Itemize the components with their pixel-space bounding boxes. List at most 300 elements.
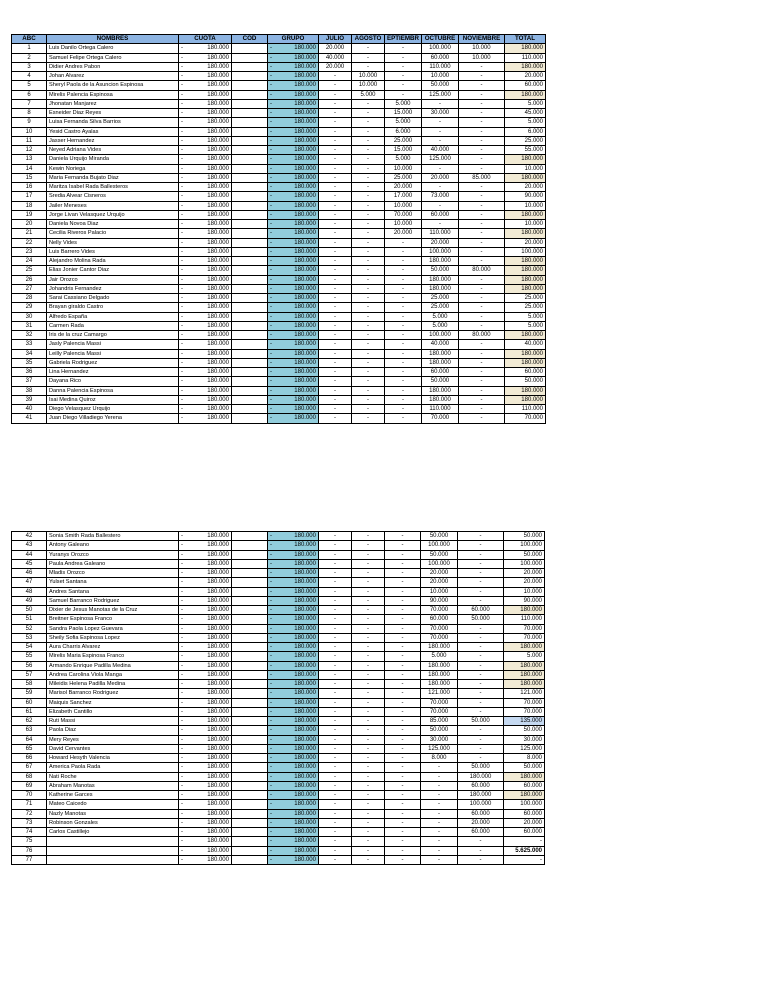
cell-julio[interactable]: - (319, 550, 352, 559)
cell-abc[interactable]: 5 (12, 81, 47, 90)
cell-total[interactable]: 180.000 (504, 606, 545, 615)
cell-noviembre[interactable]: - (458, 550, 504, 559)
cell-octubre[interactable]: 100.000 (421, 247, 458, 256)
cell-abc[interactable]: 45 (12, 559, 47, 568)
cell-cod[interactable] (232, 569, 268, 578)
cell-cuota[interactable] (179, 624, 232, 633)
cell-cuota[interactable] (179, 321, 232, 330)
cell-abc[interactable]: 28 (12, 294, 47, 303)
cell-septiembre[interactable]: - (385, 284, 422, 293)
cell-grupo[interactable] (268, 818, 319, 827)
cell-cuota[interactable] (179, 99, 232, 108)
cell-cuota[interactable] (179, 62, 232, 71)
cell-septiembre[interactable]: - (385, 846, 421, 855)
cell-total[interactable]: 20.000 (504, 818, 545, 827)
cell-agosto[interactable]: - (352, 414, 385, 423)
cell-agosto[interactable]: - (352, 284, 385, 293)
cell-total[interactable]: 180.000 (504, 331, 545, 340)
cell-septiembre[interactable]: - (385, 90, 422, 99)
cell-noviembre[interactable]: 50.000 (458, 763, 504, 772)
cell-cuota[interactable] (179, 386, 232, 395)
cell-abc[interactable]: 51 (12, 615, 47, 624)
cell-total[interactable]: 10.000 (504, 201, 545, 210)
cell-septiembre[interactable]: - (385, 652, 421, 661)
cell-agosto[interactable]: 10.000 (352, 72, 385, 81)
cell-total[interactable]: 180.000 (504, 90, 545, 99)
cell-septiembre[interactable]: 6.000 (385, 127, 422, 136)
cell-noviembre[interactable]: - (458, 587, 504, 596)
cell-noviembre[interactable]: - (458, 127, 504, 136)
cell-grupo[interactable] (268, 855, 319, 864)
cell-total[interactable]: 180.000 (504, 257, 545, 266)
cell-nombre[interactable]: Sheily Sofia Espinosa Lopez (47, 633, 179, 642)
cell-septiembre[interactable]: - (385, 791, 421, 800)
cell-octubre[interactable]: 100.000 (421, 541, 458, 550)
cell-julio[interactable]: - (319, 358, 352, 367)
cell-noviembre[interactable]: - (458, 569, 504, 578)
cell-nombre[interactable]: Dixier de Jesus Manotas de la Cruz (47, 606, 179, 615)
cell-julio[interactable]: - (319, 763, 352, 772)
cell-octubre[interactable]: - (421, 855, 458, 864)
cell-grupo[interactable] (268, 828, 319, 837)
cell-cod[interactable] (232, 726, 268, 735)
cell-cod[interactable] (232, 606, 268, 615)
header-total[interactable]: TOTAL (504, 35, 545, 44)
cell-septiembre[interactable]: - (385, 405, 422, 414)
cell-cuota[interactable] (179, 800, 232, 809)
cell-noviembre[interactable]: 50.000 (458, 615, 504, 624)
cell-julio[interactable]: - (319, 275, 352, 284)
cell-octubre[interactable]: 180.000 (421, 670, 458, 679)
cell-noviembre[interactable]: - (458, 670, 504, 679)
cell-total[interactable]: 25.000 (504, 136, 545, 145)
cell-cuota[interactable] (179, 717, 232, 726)
cell-julio[interactable]: - (319, 155, 352, 164)
cell-agosto[interactable]: - (352, 772, 385, 781)
cell-cod[interactable] (232, 229, 268, 238)
cell-grupo[interactable] (268, 238, 319, 247)
cell-total[interactable]: 5.625.000 (504, 846, 545, 855)
cell-nombre[interactable]: Armando Enrique Padilla Medina (47, 661, 179, 670)
cell-cod[interactable] (232, 146, 268, 155)
cell-total[interactable]: 180.000 (504, 395, 545, 404)
cell-abc[interactable]: 32 (12, 331, 47, 340)
cell-abc[interactable]: 16 (12, 183, 47, 192)
cell-cuota[interactable] (179, 405, 232, 414)
cell-cod[interactable] (232, 331, 268, 340)
cell-octubre[interactable]: - (421, 781, 458, 790)
header-grupo[interactable]: GRUPO (268, 35, 319, 44)
cell-septiembre[interactable]: - (385, 377, 422, 386)
cell-total[interactable]: 121.000 (504, 689, 545, 698)
cell-nombre[interactable]: Elizabeth Cantillo (47, 707, 179, 716)
cell-grupo[interactable] (268, 587, 319, 596)
cell-noviembre[interactable]: - (458, 643, 504, 652)
cell-agosto[interactable]: - (352, 800, 385, 809)
cell-julio[interactable]: - (319, 220, 352, 229)
cell-cod[interactable] (232, 247, 268, 256)
cell-noviembre[interactable]: - (458, 532, 504, 541)
cell-grupo[interactable] (268, 578, 319, 587)
cell-septiembre[interactable]: 5.000 (385, 118, 422, 127)
cell-septiembre[interactable]: 15.000 (385, 109, 422, 118)
cell-nombre[interactable]: Nati Roche (47, 772, 179, 781)
cell-octubre[interactable]: 70.000 (421, 624, 458, 633)
cell-noviembre[interactable]: - (458, 183, 504, 192)
cell-octubre[interactable]: 60.000 (421, 210, 458, 219)
cell-cod[interactable] (232, 340, 268, 349)
cell-cuota[interactable] (179, 578, 232, 587)
cell-agosto[interactable]: - (352, 266, 385, 275)
cell-agosto[interactable]: - (352, 587, 385, 596)
cell-grupo[interactable] (268, 247, 319, 256)
cell-cod[interactable] (232, 587, 268, 596)
cell-cuota[interactable] (179, 331, 232, 340)
cell-agosto[interactable]: - (352, 754, 385, 763)
cell-octubre[interactable]: - (421, 183, 458, 192)
cell-cod[interactable] (232, 532, 268, 541)
cell-abc[interactable]: 64 (12, 735, 47, 744)
cell-total[interactable]: 20.000 (504, 569, 545, 578)
cell-cuota[interactable] (179, 754, 232, 763)
cell-nombre[interactable]: Mladis Orozco (47, 569, 179, 578)
cell-cuota[interactable] (179, 284, 232, 293)
cell-agosto[interactable]: - (352, 127, 385, 136)
cell-cod[interactable] (232, 127, 268, 136)
cell-cod[interactable] (232, 72, 268, 81)
cell-cod[interactable] (232, 99, 268, 108)
cell-nombre[interactable]: Sarai Cassiano Delgado (47, 294, 179, 303)
header-nombres[interactable]: NOMBRES (47, 35, 179, 44)
cell-grupo[interactable] (268, 809, 319, 818)
cell-abc[interactable]: 55 (12, 652, 47, 661)
cell-septiembre[interactable]: - (385, 624, 421, 633)
cell-grupo[interactable] (268, 257, 319, 266)
cell-noviembre[interactable]: - (458, 735, 504, 744)
cell-nombre[interactable]: America Paola Rada (47, 763, 179, 772)
cell-total[interactable]: 180.000 (504, 772, 545, 781)
cell-septiembre[interactable]: - (385, 238, 422, 247)
cell-septiembre[interactable]: 5.000 (385, 155, 422, 164)
cell-nombre[interactable]: Jasly Palencia Massi (47, 340, 179, 349)
cell-julio[interactable]: - (319, 210, 352, 219)
cell-julio[interactable]: - (319, 127, 352, 136)
cell-julio[interactable]: - (319, 791, 352, 800)
cell-septiembre[interactable]: 10.000 (385, 201, 422, 210)
cell-cod[interactable] (232, 358, 268, 367)
cell-octubre[interactable]: 50.000 (421, 550, 458, 559)
cell-cod[interactable] (232, 368, 268, 377)
cell-nombre[interactable]: Andres Santana (47, 587, 179, 596)
cell-abc[interactable]: 72 (12, 809, 47, 818)
cell-total[interactable]: 100.000 (504, 800, 545, 809)
cell-total[interactable]: 25.000 (504, 303, 545, 312)
cell-cuota[interactable] (179, 312, 232, 321)
cell-cod[interactable] (232, 173, 268, 182)
cell-septiembre[interactable]: - (385, 559, 421, 568)
cell-abc[interactable]: 4 (12, 72, 47, 81)
cell-total[interactable]: 180.000 (504, 229, 545, 238)
cell-nombre[interactable]: Yulset Santana (47, 578, 179, 587)
cell-grupo[interactable] (268, 541, 319, 550)
cell-grupo[interactable] (268, 532, 319, 541)
cell-grupo[interactable] (268, 81, 319, 90)
cell-cod[interactable] (232, 754, 268, 763)
cell-julio[interactable]: - (319, 828, 352, 837)
cell-octubre[interactable]: - (421, 828, 458, 837)
cell-cuota[interactable] (179, 615, 232, 624)
cell-agosto[interactable]: - (352, 791, 385, 800)
cell-grupo[interactable] (268, 266, 319, 275)
cell-total[interactable]: 5.000 (504, 99, 545, 108)
cell-cod[interactable] (232, 689, 268, 698)
cell-nombre[interactable]: Nelly Vides (47, 238, 179, 247)
cell-abc[interactable]: 77 (12, 855, 47, 864)
cell-agosto[interactable]: - (352, 615, 385, 624)
cell-nombre[interactable]: Danna Palencia Espinosa (47, 386, 179, 395)
cell-cuota[interactable] (179, 735, 232, 744)
cell-agosto[interactable]: - (352, 53, 385, 62)
cell-noviembre[interactable]: 20.000 (458, 818, 504, 827)
cell-nombre[interactable]: Didier Andres Pabon (47, 62, 179, 71)
cell-noviembre[interactable]: - (458, 72, 504, 81)
cell-noviembre[interactable]: - (458, 155, 504, 164)
cell-grupo[interactable] (268, 155, 319, 164)
cell-septiembre[interactable]: - (385, 689, 421, 698)
cell-noviembre[interactable]: - (458, 303, 504, 312)
cell-cod[interactable] (232, 541, 268, 550)
cell-agosto[interactable]: - (352, 846, 385, 855)
cell-total[interactable]: 8.000 (504, 754, 545, 763)
cell-abc[interactable]: 67 (12, 763, 47, 772)
cell-total[interactable]: 10.000 (504, 587, 545, 596)
cell-grupo[interactable] (268, 754, 319, 763)
header-julio[interactable]: JULIO (319, 35, 352, 44)
cell-julio[interactable]: - (319, 257, 352, 266)
cell-noviembre[interactable]: - (458, 90, 504, 99)
cell-julio[interactable]: - (319, 201, 352, 210)
cell-total[interactable]: 40.000 (504, 340, 545, 349)
cell-julio[interactable]: - (319, 192, 352, 201)
cell-cod[interactable] (232, 155, 268, 164)
cell-cod[interactable] (232, 596, 268, 605)
cell-agosto[interactable]: - (352, 405, 385, 414)
cell-septiembre[interactable]: - (385, 809, 421, 818)
cell-octubre[interactable]: - (421, 118, 458, 127)
cell-cuota[interactable] (179, 587, 232, 596)
cell-abc[interactable]: 24 (12, 257, 47, 266)
cell-nombre[interactable]: Jasser Hernandez (47, 136, 179, 145)
cell-noviembre[interactable]: - (458, 754, 504, 763)
cell-nombre[interactable]: Robinson Gonzales (47, 818, 179, 827)
cell-cuota[interactable] (179, 698, 232, 707)
cell-cod[interactable] (232, 192, 268, 201)
cell-septiembre[interactable]: 25.000 (385, 136, 422, 145)
cell-cod[interactable] (232, 818, 268, 827)
cell-cod[interactable] (232, 837, 268, 846)
cell-octubre[interactable]: - (421, 837, 458, 846)
cell-abc[interactable]: 75 (12, 837, 47, 846)
cell-cuota[interactable] (179, 744, 232, 753)
cell-septiembre[interactable]: - (385, 312, 422, 321)
cell-septiembre[interactable]: - (385, 340, 422, 349)
cell-septiembre[interactable]: - (385, 661, 421, 670)
cell-nombre[interactable]: Luis Danilo Ortega Calero (47, 44, 179, 53)
cell-grupo[interactable] (268, 53, 319, 62)
cell-noviembre[interactable]: - (458, 689, 504, 698)
cell-cuota[interactable] (179, 670, 232, 679)
cell-septiembre[interactable]: 10.000 (385, 220, 422, 229)
cell-abc[interactable]: 65 (12, 744, 47, 753)
cell-julio[interactable]: - (319, 340, 352, 349)
cell-agosto[interactable]: - (352, 155, 385, 164)
cell-agosto[interactable]: - (352, 689, 385, 698)
cell-cuota[interactable] (179, 155, 232, 164)
cell-julio[interactable]: - (319, 680, 352, 689)
cell-julio[interactable]: - (319, 321, 352, 330)
cell-cod[interactable] (232, 698, 268, 707)
cell-cuota[interactable] (179, 173, 232, 182)
cell-noviembre[interactable]: - (458, 284, 504, 293)
cell-cod[interactable] (232, 559, 268, 568)
cell-noviembre[interactable]: - (458, 652, 504, 661)
cell-total[interactable]: 50.000 (504, 726, 545, 735)
cell-julio[interactable]: - (319, 689, 352, 698)
cell-total[interactable]: 180.000 (504, 791, 545, 800)
cell-cod[interactable] (232, 118, 268, 127)
cell-nombre[interactable]: Jailer Meneses (47, 201, 179, 210)
header-septiembre[interactable]: EPTIEMBR (385, 35, 422, 44)
cell-octubre[interactable]: 125.000 (421, 90, 458, 99)
cell-abc[interactable]: 15 (12, 173, 47, 182)
cell-nombre[interactable]: Samuel Barranco Rodriguez (47, 596, 179, 605)
cell-julio[interactable]: - (319, 146, 352, 155)
cell-octubre[interactable]: 25.000 (421, 303, 458, 312)
cell-total[interactable]: 110.000 (504, 405, 545, 414)
cell-noviembre[interactable]: 80.000 (458, 331, 504, 340)
cell-agosto[interactable]: - (352, 368, 385, 377)
cell-abc[interactable]: 71 (12, 800, 47, 809)
cell-abc[interactable]: 8 (12, 109, 47, 118)
cell-octubre[interactable]: 5.000 (421, 312, 458, 321)
cell-cod[interactable] (232, 717, 268, 726)
cell-septiembre[interactable]: - (385, 726, 421, 735)
cell-septiembre[interactable]: - (385, 754, 421, 763)
cell-cuota[interactable] (179, 855, 232, 864)
cell-abc[interactable]: 26 (12, 275, 47, 284)
cell-nombre[interactable]: Paola Diaz (47, 726, 179, 735)
cell-abc[interactable]: 48 (12, 587, 47, 596)
cell-julio[interactable]: - (319, 164, 352, 173)
cell-noviembre[interactable]: - (458, 349, 504, 358)
cell-octubre[interactable]: - (421, 791, 458, 800)
cell-septiembre[interactable]: 10.000 (385, 164, 422, 173)
cell-julio[interactable]: - (319, 661, 352, 670)
cell-total[interactable]: 60.000 (504, 368, 545, 377)
cell-total[interactable]: 20.000 (504, 183, 545, 192)
cell-septiembre[interactable]: - (385, 368, 422, 377)
header-abc[interactable]: ABC (12, 35, 47, 44)
cell-nombre[interactable]: Mirelis Maria Espinosa Franco (47, 652, 179, 661)
cell-cuota[interactable] (179, 414, 232, 423)
cell-noviembre[interactable]: - (458, 247, 504, 256)
cell-septiembre[interactable]: - (385, 717, 421, 726)
cell-agosto[interactable]: - (352, 247, 385, 256)
cell-total[interactable]: 30.000 (504, 735, 545, 744)
cell-octubre[interactable]: 110.000 (421, 229, 458, 238)
cell-agosto[interactable]: - (352, 559, 385, 568)
cell-noviembre[interactable]: - (458, 680, 504, 689)
cell-agosto[interactable]: - (352, 855, 385, 864)
cell-nombre[interactable]: David Cervantes (47, 744, 179, 753)
cell-cuota[interactable] (179, 294, 232, 303)
cell-agosto[interactable]: - (352, 670, 385, 679)
cell-grupo[interactable] (268, 340, 319, 349)
cell-abc[interactable]: 25 (12, 266, 47, 275)
cell-julio[interactable]: - (319, 587, 352, 596)
cell-noviembre[interactable]: - (458, 275, 504, 284)
cell-cuota[interactable] (179, 689, 232, 698)
cell-nombre[interactable]: Sheryl Paola de la Asuncion Espinosa (47, 81, 179, 90)
cell-cuota[interactable] (179, 791, 232, 800)
cell-septiembre[interactable]: - (385, 44, 422, 53)
cell-julio[interactable]: - (319, 99, 352, 108)
cell-cod[interactable] (232, 624, 268, 633)
cell-agosto[interactable]: - (352, 146, 385, 155)
cell-julio[interactable]: 20.000 (319, 62, 352, 71)
cell-agosto[interactable]: - (352, 809, 385, 818)
header-noviembre[interactable]: NOVIEMBRE (458, 35, 504, 44)
cell-total[interactable]: 60.000 (504, 828, 545, 837)
cell-nombre[interactable]: Yuranys Orozco (47, 550, 179, 559)
cell-nombre[interactable]: Yesid Castro Ayalas (47, 127, 179, 136)
cell-abc[interactable]: 69 (12, 781, 47, 790)
cell-nombre[interactable]: Andrea Carolina Viola Manga (47, 670, 179, 679)
cell-grupo[interactable] (268, 192, 319, 201)
cell-julio[interactable]: - (319, 229, 352, 238)
cell-total[interactable]: 180.000 (504, 670, 545, 679)
cell-octubre[interactable]: 25.000 (421, 294, 458, 303)
cell-grupo[interactable] (268, 349, 319, 358)
cell-julio[interactable]: - (319, 855, 352, 864)
cell-noviembre[interactable]: 80.000 (458, 266, 504, 275)
cell-grupo[interactable] (268, 624, 319, 633)
cell-cuota[interactable] (179, 303, 232, 312)
header-cuota[interactable]: CUOTA (179, 35, 232, 44)
cell-total[interactable]: 180.000 (504, 275, 545, 284)
cell-septiembre[interactable]: - (385, 606, 421, 615)
cell-noviembre[interactable]: - (458, 414, 504, 423)
cell-total[interactable]: 20.000 (504, 238, 545, 247)
cell-abc[interactable]: 13 (12, 155, 47, 164)
cell-noviembre[interactable]: - (458, 229, 504, 238)
cell-noviembre[interactable]: - (458, 358, 504, 367)
cell-cod[interactable] (232, 377, 268, 386)
cell-septiembre[interactable]: - (385, 81, 422, 90)
cell-cod[interactable] (232, 109, 268, 118)
cell-agosto[interactable]: - (352, 624, 385, 633)
cell-total[interactable]: 180.000 (504, 661, 545, 670)
cell-julio[interactable]: - (319, 559, 352, 568)
cell-octubre[interactable]: - (421, 220, 458, 229)
cell-octubre[interactable]: 20.000 (421, 238, 458, 247)
cell-agosto[interactable]: - (352, 136, 385, 145)
cell-agosto[interactable]: - (352, 643, 385, 652)
cell-agosto[interactable]: - (352, 578, 385, 587)
cell-grupo[interactable] (268, 303, 319, 312)
cell-cod[interactable] (232, 81, 268, 90)
cell-cod[interactable] (232, 238, 268, 247)
